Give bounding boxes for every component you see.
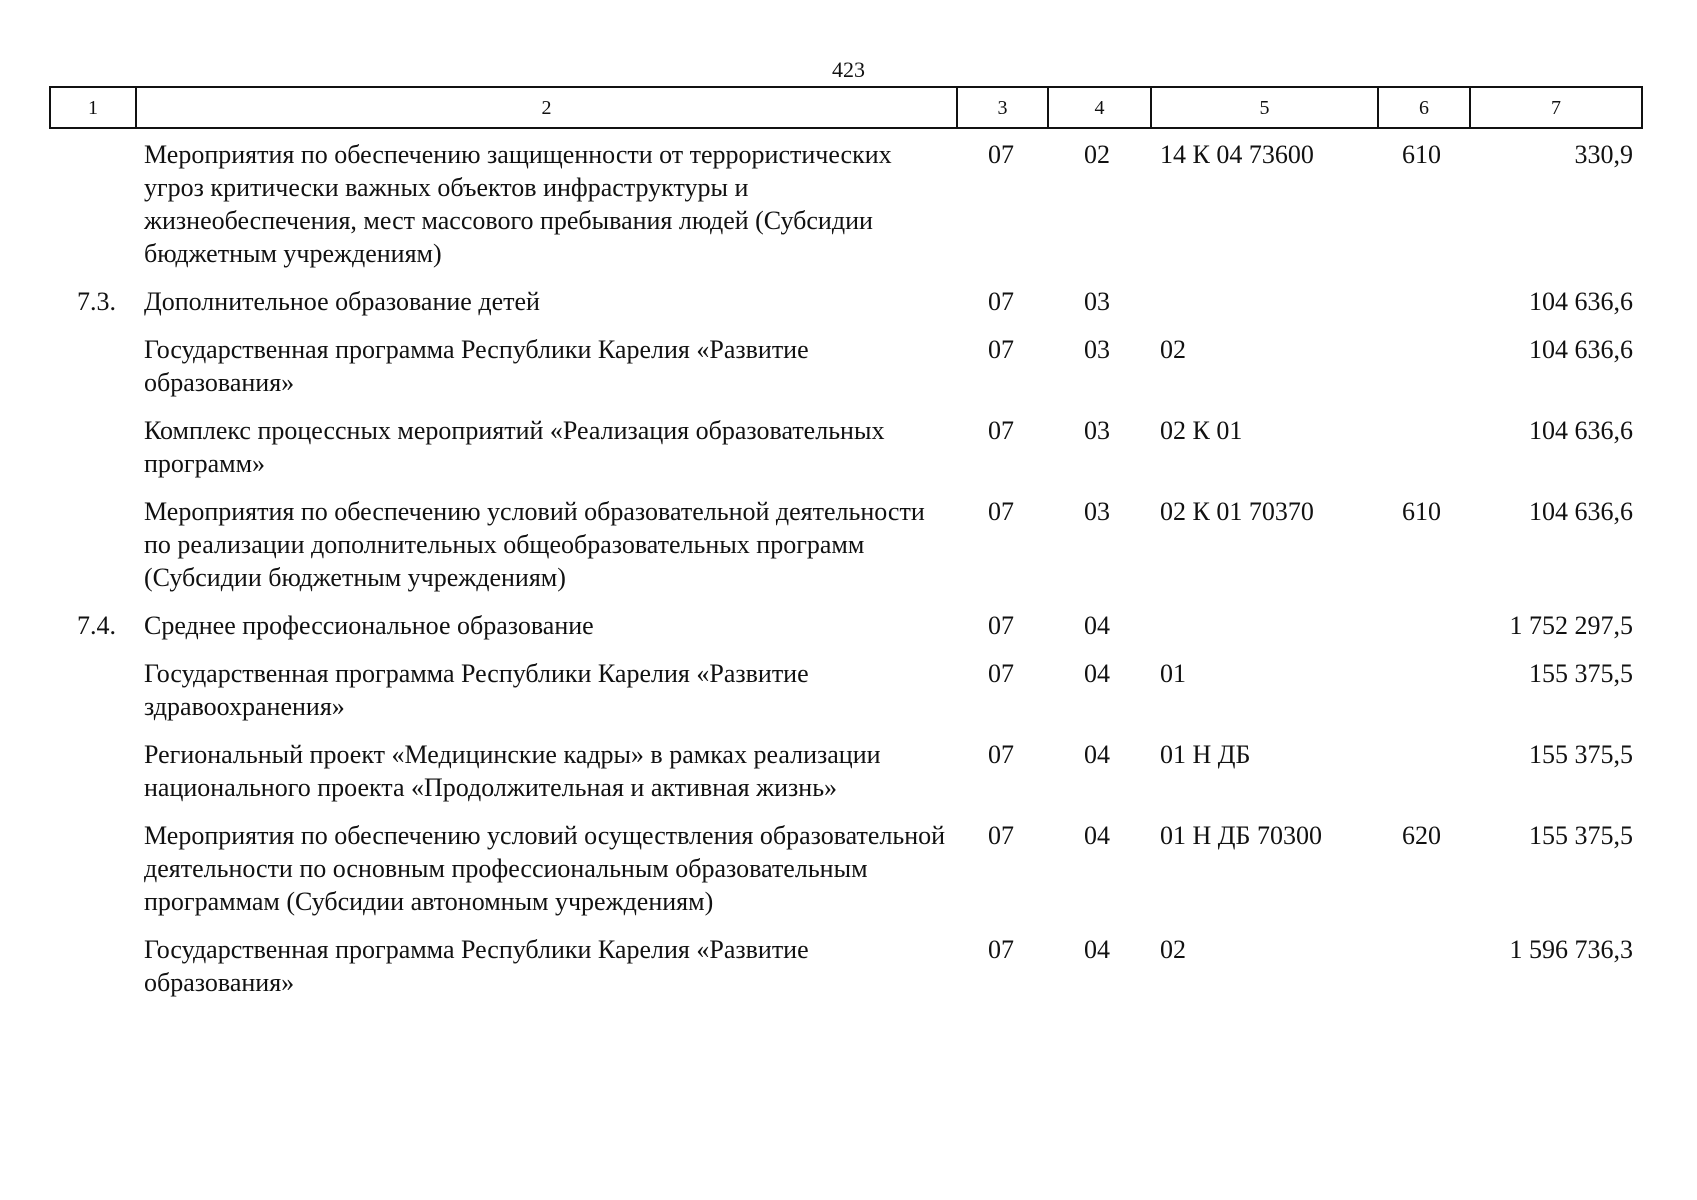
row-section: 07 — [988, 659, 1014, 688]
row-subsection: 03 — [1084, 287, 1110, 316]
row-section: 07 — [988, 287, 1014, 316]
row-expense-type: 610 — [1402, 497, 1441, 526]
row-subsection: 03 — [1084, 416, 1110, 445]
row-target-article: 02 К 01 — [1160, 416, 1243, 445]
table-row — [50, 333, 1642, 414]
row-name: Дополнительное образование детей — [144, 287, 540, 316]
table-row — [50, 128, 1642, 285]
budget-table — [49, 86, 1643, 1014]
row-amount: 155 375,5 — [1529, 740, 1633, 769]
row-subsection: 04 — [1084, 935, 1110, 964]
row-expense-type — [1378, 285, 1470, 333]
row-subsection: 02 — [1084, 140, 1110, 169]
row-subsection: 03 — [1084, 497, 1110, 526]
row-amount: 104 636,6 — [1529, 497, 1633, 526]
header-col-4: 4 — [1048, 87, 1151, 128]
row-amount: 1 752 297,5 — [1509, 611, 1633, 640]
row-expense-type — [1378, 333, 1470, 414]
row-subsection: 04 — [1084, 740, 1110, 769]
row-name: Среднее профессиональное образование — [144, 611, 594, 640]
row-section: 07 — [988, 740, 1014, 769]
row-name: Мероприятия по обеспечению условий образовательной деятельности по реализации дополнительных общеобразовательных программ (Субсидии бюджетным учреждениям) — [144, 497, 925, 592]
row-target-article: 02 К 01 70370 — [1160, 497, 1314, 526]
row-amount: 155 375,5 — [1529, 821, 1633, 850]
row-amount: 104 636,6 — [1529, 416, 1633, 445]
row-section: 07 — [988, 611, 1014, 640]
row-target-article: 02 — [1160, 335, 1186, 364]
row-expense-type — [1378, 414, 1470, 495]
row-target-article: 01 Н ДБ 70300 — [1160, 821, 1322, 850]
row-number: 7.4. — [77, 611, 116, 640]
row-amount: 330,9 — [1574, 140, 1633, 169]
row-subsection: 03 — [1084, 335, 1110, 364]
row-target-article — [1151, 285, 1378, 333]
row-name: Государственная программа Республики Карелия «Развитие образования» — [144, 935, 809, 997]
row-expense-type — [1378, 933, 1470, 1014]
row-name: Региональный проект «Медицинские кадры» в рамках реализации национального проекта «Продолжительная и активная жизнь» — [144, 740, 881, 802]
row-expense-type: 610 — [1402, 140, 1441, 169]
page-number: 423 — [832, 57, 865, 82]
header-col-5: 5 — [1151, 87, 1378, 128]
row-amount: 104 636,6 — [1529, 335, 1633, 364]
row-expense-type: 620 — [1402, 821, 1441, 850]
table-row — [50, 609, 1642, 657]
row-section: 07 — [988, 821, 1014, 850]
row-name: Государственная программа Республики Карелия «Развитие здравоохранения» — [144, 659, 809, 721]
row-target-article: 01 Н ДБ — [1160, 740, 1251, 769]
header-col-7: 7 — [1470, 87, 1642, 128]
row-name: Комплекс процессных мероприятий «Реализация образовательных программ» — [144, 416, 885, 478]
row-target-article: 02 — [1160, 935, 1186, 964]
row-amount: 155 375,5 — [1529, 659, 1633, 688]
row-amount: 1 596 736,3 — [1509, 935, 1633, 964]
row-number — [50, 933, 136, 1014]
row-name: Государственная программа Республики Карелия «Развитие образования» — [144, 335, 809, 397]
row-number — [50, 414, 136, 495]
row-number: 7.3. — [77, 287, 116, 316]
row-number — [50, 128, 136, 285]
table-row — [50, 933, 1642, 1014]
row-subsection: 04 — [1084, 659, 1110, 688]
table-row — [50, 738, 1642, 819]
row-section: 07 — [988, 416, 1014, 445]
header-col-6: 6 — [1378, 87, 1470, 128]
table-row — [50, 495, 1642, 609]
table-row — [50, 819, 1642, 933]
row-section: 07 — [988, 935, 1014, 964]
row-target-article: 14 К 04 73600 — [1160, 140, 1314, 169]
table-header-row — [50, 87, 1642, 128]
row-section: 07 — [988, 497, 1014, 526]
table-row — [50, 285, 1642, 333]
row-number — [50, 333, 136, 414]
row-number — [50, 495, 136, 609]
row-expense-type — [1378, 609, 1470, 657]
row-target-article: 01 — [1160, 659, 1186, 688]
row-name: Мероприятия по обеспечению условий осуществления образовательной деятельности по основным профессиональным образовательным программам (Субсидии автономным учреждениям) — [144, 821, 946, 916]
row-expense-type — [1378, 738, 1470, 819]
row-amount: 104 636,6 — [1529, 287, 1633, 316]
row-number — [50, 819, 136, 933]
row-number — [50, 738, 136, 819]
row-subsection: 04 — [1084, 821, 1110, 850]
row-target-article — [1151, 609, 1378, 657]
table-row — [50, 414, 1642, 495]
row-number — [50, 657, 136, 738]
row-name: Мероприятия по обеспечению защищенности от террористических угроз критически важных объектов инфраструктуры и жизнеобеспечения, мест массового пребывания людей (Субсидии бюджетным учреждениям) — [144, 140, 892, 268]
header-col-1: 1 — [50, 87, 136, 128]
row-expense-type — [1378, 657, 1470, 738]
table-row — [50, 657, 1642, 738]
row-subsection: 04 — [1084, 611, 1110, 640]
row-section: 07 — [988, 140, 1014, 169]
row-section: 07 — [988, 335, 1014, 364]
header-col-3: 3 — [957, 87, 1048, 128]
header-col-2: 2 — [136, 87, 957, 128]
